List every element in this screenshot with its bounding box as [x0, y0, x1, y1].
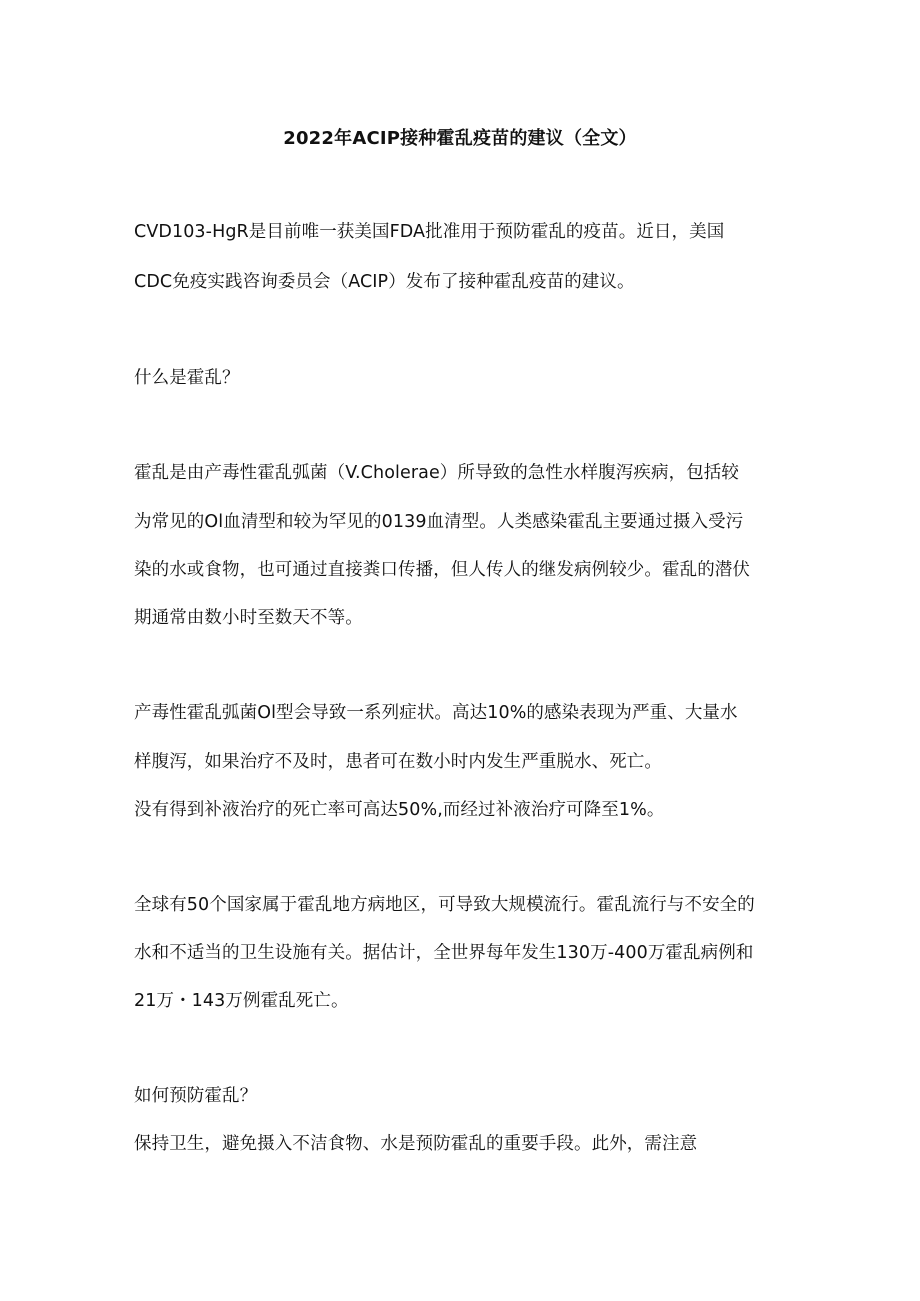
paragraph-1-line-3: 染的水或食物，也可通过直接粪口传播，但人传人的继发病例较少。霍乱的潜伏 — [134, 560, 750, 580]
paragraph-1-line-2: 为常见的Ol血清型和较为罕见的0139血清型。人类感染霍乱主要通过摄入受污 — [134, 512, 744, 532]
paragraph-2-line-1: 产毒性霍乱弧菌Ol型会导致一系列症状。高达10%的感染表现为严重、大量水 — [134, 703, 738, 723]
paragraph-3-line-2: 水和不适当的卫生设施有关。据估计，全世界每年发生130万-400万霍乱病例和 — [134, 943, 754, 963]
paragraph-2-line-2: 样腹泻，如果治疗不及时，患者可在数小时内发生严重脱水、死亡。 — [134, 752, 662, 772]
intro-line-1: CVD103-HgR是目前唯一获美国FDA批准用于预防霍乱的疫苗。近日，美国 — [134, 222, 725, 242]
document-title: 2022年ACIP接种霍乱疫苗的建议（全文） — [283, 128, 637, 149]
intro-line-2: CDC免疫实践咨询委员会（ACIP）发布了接种霍乱疫苗的建议。 — [134, 272, 635, 292]
paragraph-1-line-1: 霍乱是由产毒性霍乱弧菌（V.Cholerae）所导致的急性水样腹泻疾病，包括较 — [134, 463, 740, 483]
paragraph-3-line-3: 21万・143万例霍乱死亡。 — [134, 991, 349, 1011]
paragraph-4-line-1: 保持卫生，避免摄入不洁食物、水是预防霍乱的重要手段。此外，需注意 — [134, 1134, 698, 1154]
paragraph-2-line-3: 没有得到补液治疗的死亡率可高达50%,而经过补液治疗可降至1%。 — [134, 800, 665, 820]
section-heading-how-to-prevent: 如何预防霍乱？ — [134, 1086, 258, 1106]
paragraph-3-line-1: 全球有50个国家属于霍乱地方病地区，可导致大规模流行。霍乱流行与不安全的 — [134, 895, 755, 915]
paragraph-1-line-4: 期通常由数小时至数天不等。 — [134, 608, 363, 628]
section-heading-what-is-cholera: 什么是霍乱？ — [134, 368, 240, 388]
